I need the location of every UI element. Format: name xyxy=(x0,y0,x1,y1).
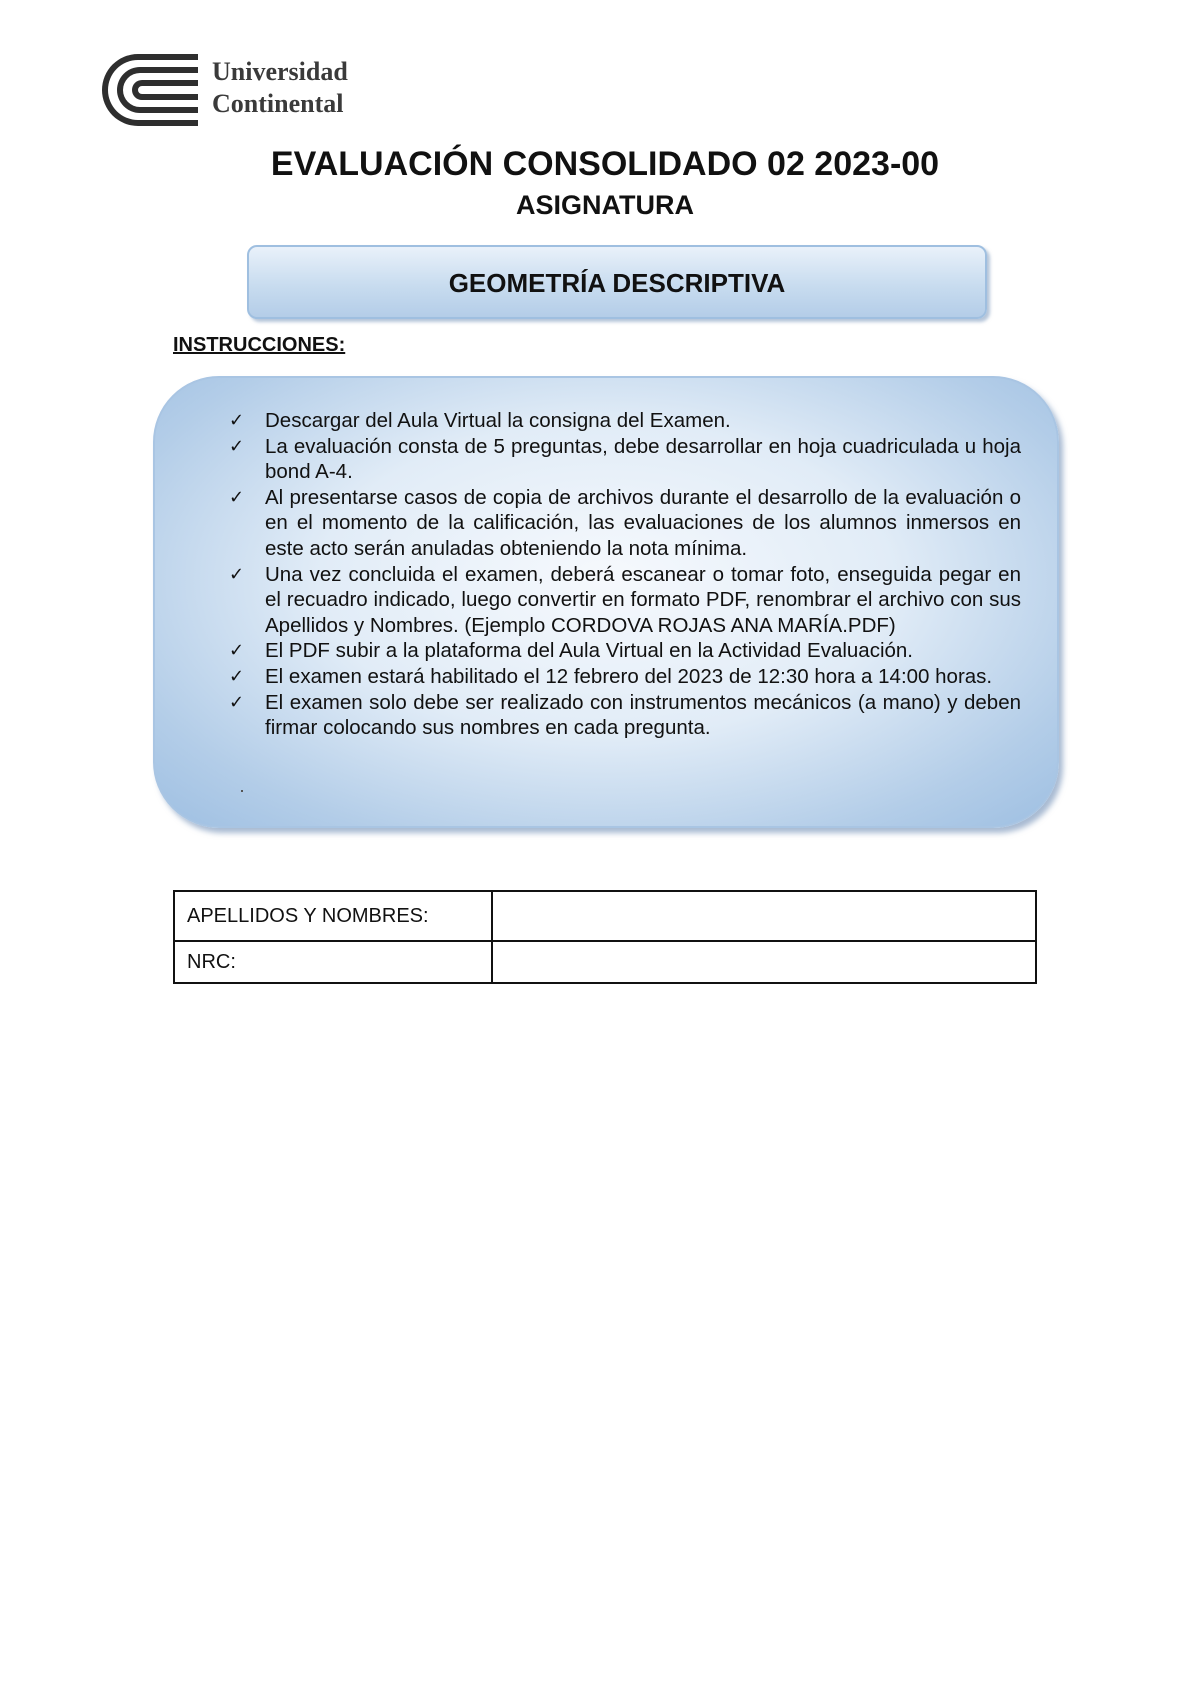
check-icon: ✓ xyxy=(229,435,245,457)
instruction-text: El PDF subir a la plataforma del Aula Virtual en la Actividad Evaluación. xyxy=(265,639,914,663)
instruction-item xyxy=(229,434,1021,485)
instruction-text: Descargar del Aula Virtual la consigna del Examen. xyxy=(265,409,731,432)
name-label: APELLIDOS Y NOMBRES: xyxy=(174,891,492,941)
university-name-line1: Universidad xyxy=(212,57,348,86)
instruction-text: Al presentarse casos de copia de archivos durante el desarrollo de la evaluación o en el momento de la calificación, las evaluaciones de los alumnos inmersos en este acto serán anuladas obteniendo la nota mínima. xyxy=(265,485,1021,560)
name-field[interactable] xyxy=(492,891,1036,941)
instruction-text: El examen estará habilitado el 12 febrero del 2023 de 12:30 hora a 14:00 horas. xyxy=(265,664,993,688)
check-icon: ✓ xyxy=(229,665,245,687)
instruction-item xyxy=(229,638,1021,664)
check-icon: ✓ xyxy=(229,563,245,585)
check-icon: ✓ xyxy=(229,486,245,508)
student-info-table xyxy=(173,890,1037,984)
course-name: GEOMETRÍA DESCRIPTIVA xyxy=(448,268,786,298)
table-row xyxy=(174,941,1036,983)
nrc-field[interactable] xyxy=(492,941,1036,983)
check-icon: ✓ xyxy=(229,640,245,662)
university-logo xyxy=(94,50,384,130)
instruction-item xyxy=(229,562,1021,639)
nrc-label: NRC: xyxy=(174,941,492,983)
check-icon: ✓ xyxy=(229,691,245,713)
instructions-panel xyxy=(153,376,1059,828)
instruction-list xyxy=(229,408,1021,741)
course-name-box xyxy=(247,245,987,319)
university-name-line2: Continental xyxy=(212,89,344,118)
subject-label: ASIGNATURA xyxy=(516,190,694,220)
university-logo-icon xyxy=(94,50,204,130)
instruction-text: El examen solo debe ser realizado con instrumentos mecánicos (a mano) y deben firmar colocando sus nombres en cada pregunta. xyxy=(265,690,1021,740)
instruction-text: La evaluación consta de 5 preguntas, debe desarrollar en hoja cuadriculada u hoja bond A-4. xyxy=(265,434,1021,484)
instructions-heading: INSTRUCCIONES: xyxy=(173,334,346,356)
exam-title: EVALUACIÓN CONSOLIDADO 02 2023-00 xyxy=(270,145,940,183)
instruction-text: Una vez concluida el examen, deberá escanear o tomar foto, enseguida pegar en el recuadro indicado, luego convertir en formato PDF, renombrar el archivo con sus Apellidos y Nombres. (Ejemplo CORDOVA ROJAS ANA MARÍA.PDF) xyxy=(265,562,1021,637)
table-row xyxy=(174,891,1036,941)
decorative-dot xyxy=(241,790,243,792)
check-icon: ✓ xyxy=(229,410,245,431)
instruction-item xyxy=(229,664,1021,690)
instruction-item xyxy=(229,408,1021,434)
instruction-item xyxy=(229,485,1021,562)
instruction-item xyxy=(229,690,1021,741)
